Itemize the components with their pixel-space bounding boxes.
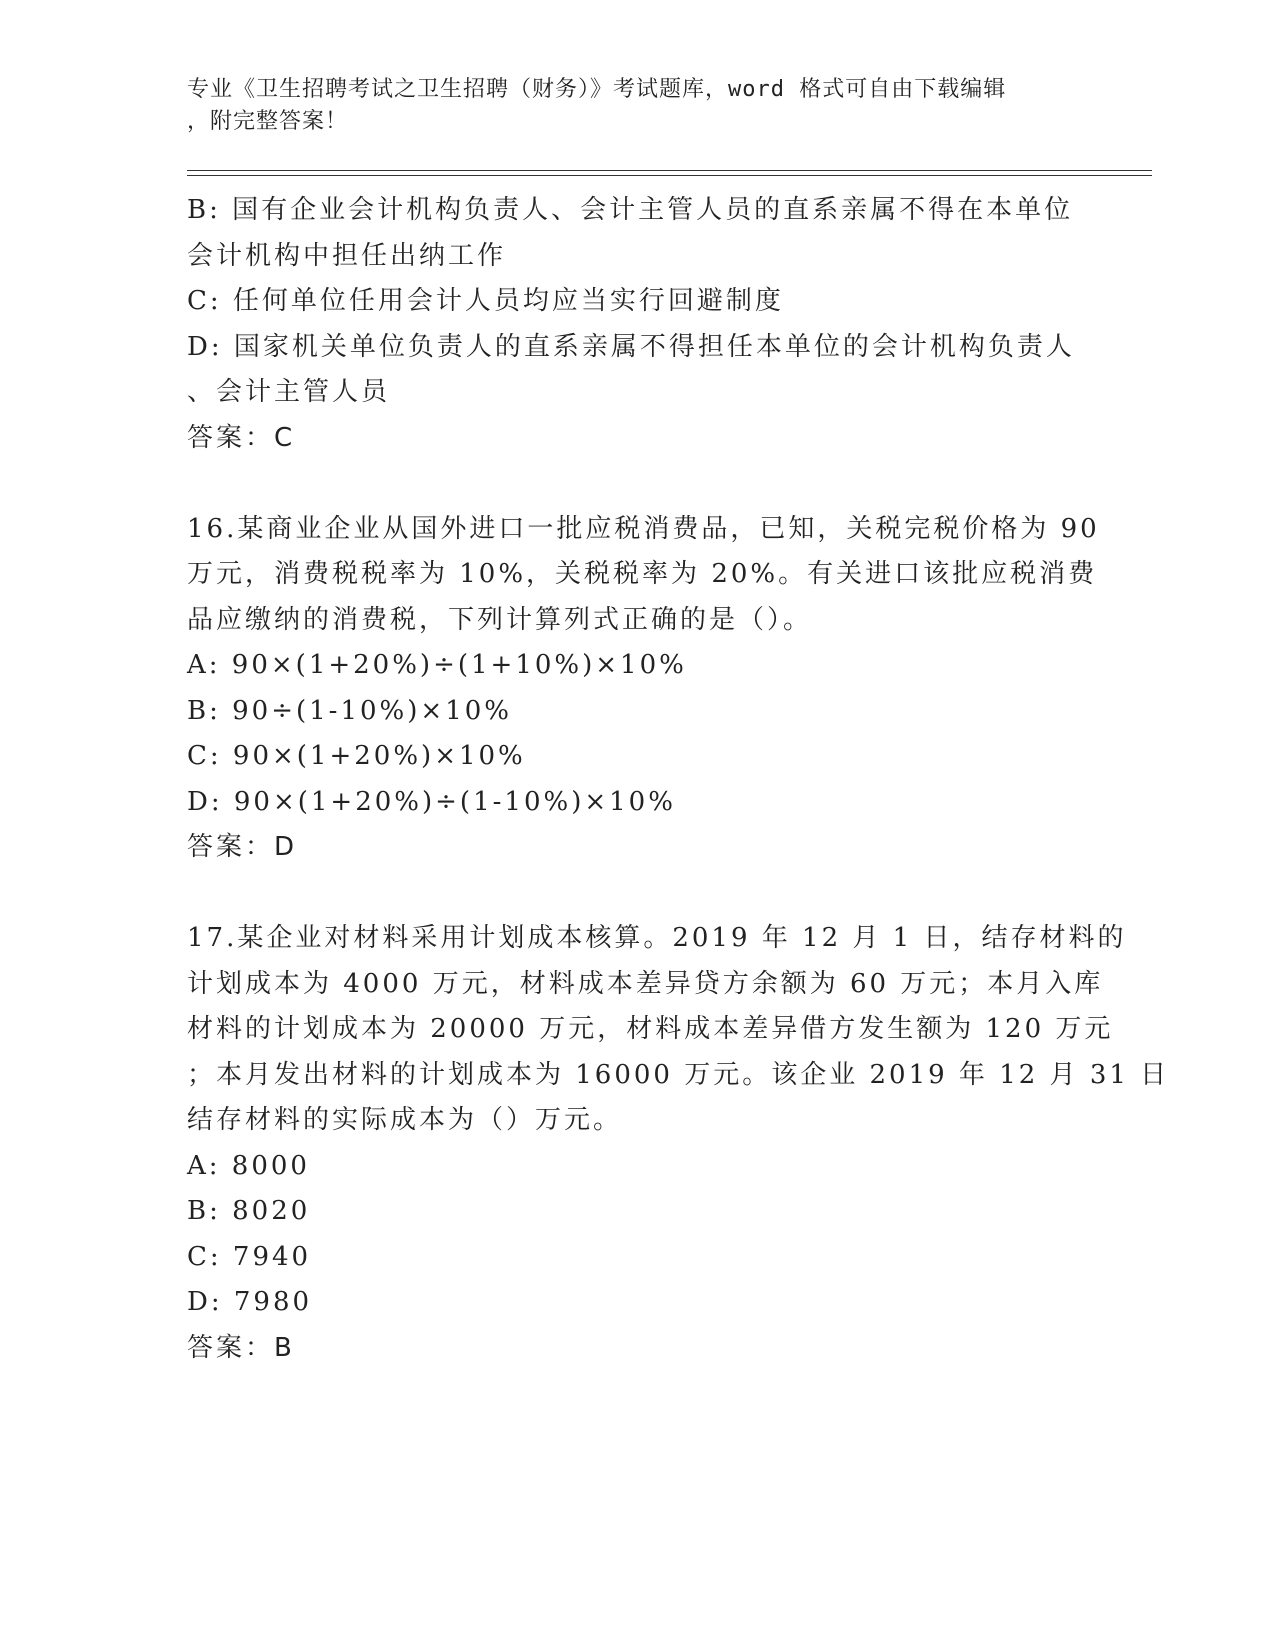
option-a: A: 8000 <box>187 1150 310 1181</box>
option-d-line-1: D: 国家机关单位负责人的直系亲属不得担任本单位的会计机构负责人 <box>187 331 1075 362</box>
question-15 <box>187 188 1087 461</box>
question-16-stem-line-3: 品应缴纳的消费税，下列计算列式正确的是（）。 <box>187 604 813 635</box>
question-17-stem-line-4: ；本月发出材料的计划成本为 16000 万元。该企业 2019 年 12 月 31 日 <box>187 1059 1170 1090</box>
option-a: A: 90×(1+20%)÷(1+10%)×10% <box>187 650 687 680</box>
spacer <box>187 461 1087 507</box>
spacer <box>187 871 1087 917</box>
option-c: C: 7940 <box>187 1241 312 1272</box>
question-17-stem-line-1: 17.某企业对材料采用计划成本核算。2019 年 12 月 1 日，结存材料的 <box>187 923 1127 953</box>
option-b-line-1: B: 国有企业会计机构负责人、会计主管人员的直系亲属不得在本单位 <box>187 195 1074 225</box>
question-17 <box>187 916 1170 1371</box>
header-divider-bottom <box>187 175 1152 176</box>
question-17-stem-line-5: 结存材料的实际成本为（）万元。 <box>187 1105 623 1135</box>
header-line-2: ，附完整答案！ <box>187 109 349 134</box>
option-b: B: 8020 <box>187 1196 311 1226</box>
answer-17: 答案：B <box>187 1332 295 1363</box>
question-16-stem-line-2: 万元，消费税税率为 10%，关税税率为 20%。有关进口该批应税消费 <box>187 559 1098 589</box>
question-content <box>187 188 1170 1371</box>
option-b-line-2: 会计机构中担任出纳工作 <box>187 240 507 271</box>
question-16-stem-line-1: 16.某商业企业从国外进口一批应税消费品，已知，关税完税价格为 90 <box>187 513 1100 544</box>
option-d: D: 90×(1+20%)÷(1-10%)×10% <box>187 786 676 817</box>
option-c: C: 90×(1+20%)×10% <box>187 741 526 771</box>
answer-16: 答案：D <box>187 832 298 862</box>
header-line-1: 专业《卫生招聘考试之卫生招聘（财务）》考试题库，word 格式可自由下载编辑 <box>187 77 1007 102</box>
option-d: D: 7980 <box>187 1287 313 1317</box>
question-17-stem-line-3: 材料的计划成本为 20000 万元，材料成本差异借方发生额为 120 万元 <box>187 1014 1114 1044</box>
option-d-line-2: 、会计主管人员 <box>187 377 391 407</box>
option-c: C: 任何单位任用会计人员均应当实行回避制度 <box>187 286 784 316</box>
answer-15: 答案：C <box>187 422 296 453</box>
header-divider-top <box>187 170 1152 171</box>
document-header <box>187 74 1067 138</box>
option-b: B: 90÷(1-10%)×10% <box>187 695 512 726</box>
question-17-stem-line-2: 计划成本为 4000 万元，材料成本差异贷方余额为 60 万元；本月入库 <box>187 968 1104 999</box>
question-16 <box>187 507 1100 871</box>
